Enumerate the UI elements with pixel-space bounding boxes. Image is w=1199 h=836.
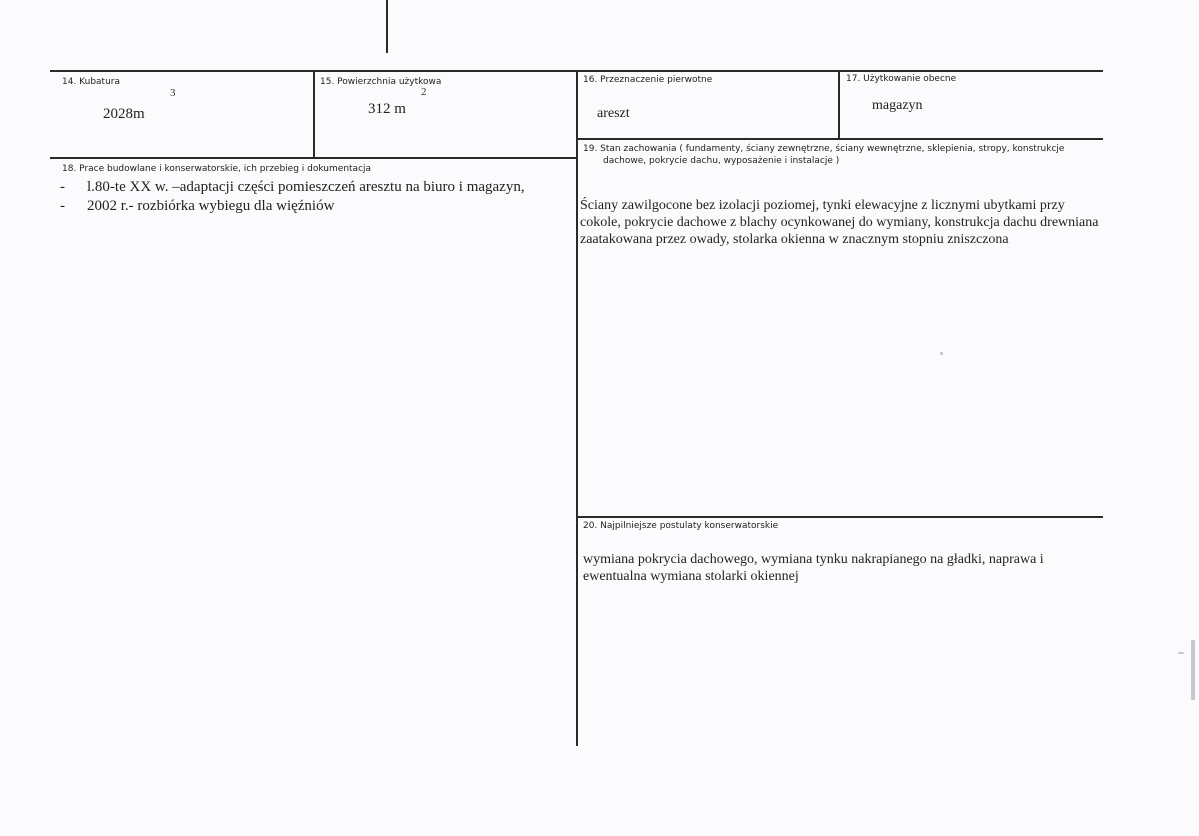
scan-speck bbox=[1178, 652, 1184, 654]
top-divider-line bbox=[386, 0, 388, 53]
list-item bbox=[60, 197, 575, 216]
field-14-value: 2028m bbox=[103, 106, 145, 122]
field-14-superscript: 3 bbox=[170, 87, 176, 99]
list-item-dash: - bbox=[60, 198, 65, 214]
scan-speck bbox=[1191, 640, 1195, 700]
field-19-text: Ściany zawilgocone bez izolacji poziomej, tynki elewacyjne z licznymi ubytkami przy cokole, pokrycie dachowe z blachy ocynkowanej do wymiany, konstrukcja dachu drewniana zaatakowana przez owady, stolarka okienna w znacznym stopniu zniszczona bbox=[580, 198, 1099, 247]
field-19-label-line2: dachowe, pokrycie dachu, wyposażenie i instalacje ) bbox=[603, 156, 840, 166]
field-14-label: 14. Kubatura bbox=[62, 77, 121, 87]
field-18-list bbox=[60, 178, 575, 216]
row3-right-line bbox=[576, 516, 1103, 518]
row2-left-line bbox=[50, 157, 578, 159]
field-17-value: magazyn bbox=[872, 98, 923, 113]
field-17-label: 17. Użytkowanie obecne bbox=[846, 74, 957, 84]
field-16-label: 16. Przeznaczenie pierwotne bbox=[583, 75, 713, 85]
list-item-dash: - bbox=[60, 179, 65, 195]
col-divider-14-15 bbox=[313, 71, 315, 157]
row2-right-line bbox=[576, 138, 1103, 140]
field-20-label: 20. Najpilniejsze postulaty konserwatorskie bbox=[583, 521, 779, 531]
field-16-value: areszt bbox=[597, 106, 630, 121]
field-15-value: 312 m bbox=[368, 101, 406, 117]
list-item bbox=[60, 178, 575, 197]
col-divider-left-right bbox=[576, 71, 578, 746]
col-divider-16-17 bbox=[838, 71, 840, 139]
field-20-text: wymiana pokrycia dachowego, wymiana tynku nakrapianego na gładki, naprawa i ewentualna wymiana stolarki okiennej bbox=[583, 552, 1044, 584]
scan-speck bbox=[940, 352, 943, 355]
list-item-text: 2002 r.- rozbiórka wybiegu dla więźniów bbox=[87, 198, 335, 214]
field-15-superscript: 2 bbox=[421, 86, 427, 98]
field-15-label: 15. Powierzchnia użytkowa bbox=[320, 77, 442, 87]
list-item-text: l.80-te XX w. –adaptacji części pomieszczeń aresztu na biuro i magazyn, bbox=[87, 179, 525, 195]
field-18-label: 18. Prace budowlane i konserwatorskie, ich przebieg i dokumentacja bbox=[62, 164, 372, 174]
field-19-label-line1: 19. Stan zachowania ( fundamenty, ściany zewnętrzne, ściany wewnętrzne, sklepienia, stropy, konstrukcje bbox=[583, 144, 1065, 154]
